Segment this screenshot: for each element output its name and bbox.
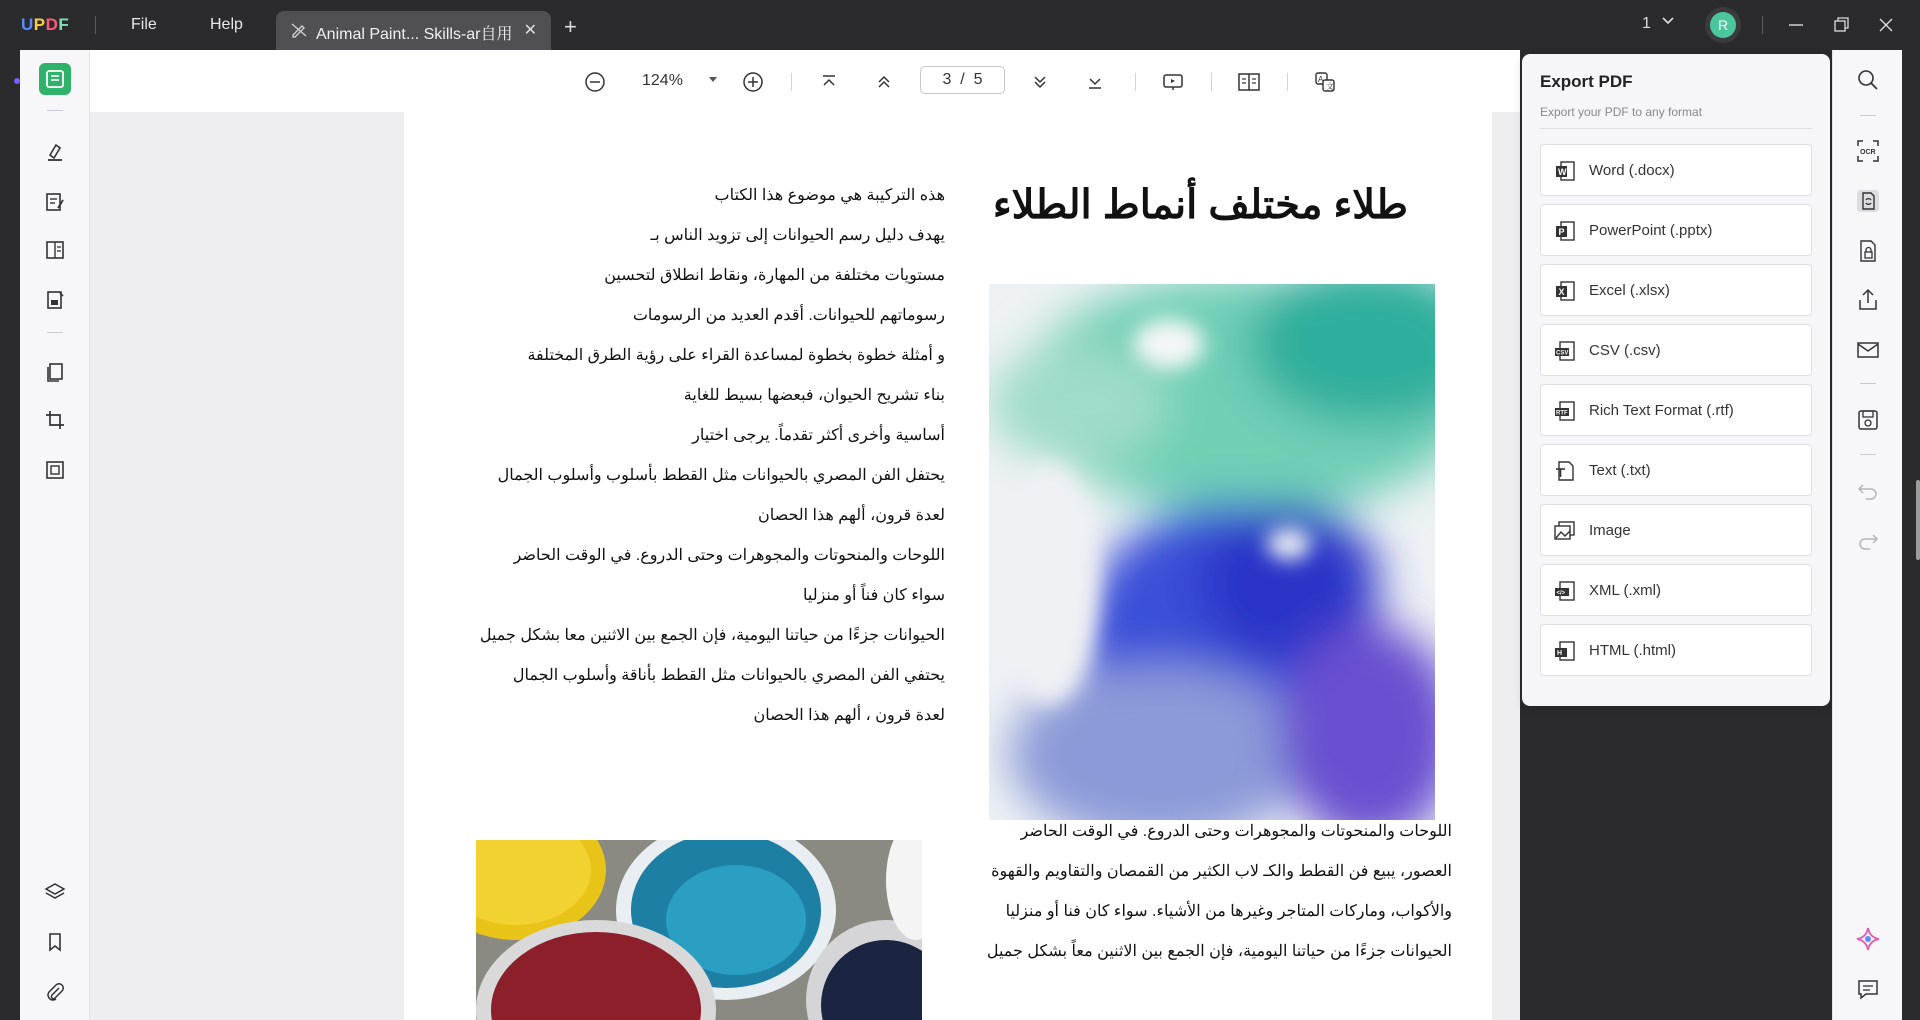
new-tab-button[interactable]: + — [564, 14, 577, 39]
export-word-button[interactable] — [1540, 144, 1812, 196]
highlighter-icon — [44, 141, 66, 163]
divider — [1287, 73, 1288, 91]
layers-icon — [44, 881, 66, 903]
export-label: Text (.txt) — [1589, 462, 1651, 479]
divider — [791, 73, 792, 91]
divider — [1860, 115, 1876, 116]
redo-icon[interactable] — [1855, 528, 1881, 554]
text-line: مستويات مختلفة من المهارة، ونقاط انطلاق لتحسين — [604, 267, 945, 284]
svg-text:W: W — [1558, 167, 1567, 177]
xml-icon — [1553, 579, 1577, 603]
view-toolbar — [90, 50, 1520, 112]
menu-file[interactable]: File — [131, 16, 157, 33]
page-layout-icon[interactable] — [1237, 70, 1261, 94]
text-line: يحتفي الفن المصري بالحيوانات مثل القطط بأناقة وأسلوب الجمال — [512, 667, 945, 684]
word-icon — [1553, 159, 1577, 183]
text-line: و أمثلة خطوة بخطوة لمساعدة القراء على رؤية الطرق المختلفة — [527, 347, 945, 364]
text-line: أساسية وأخرى أكثر تقدماً. يرجى اختيار — [692, 427, 945, 444]
tool-sidebar — [20, 50, 90, 1020]
svg-text:A: A — [1318, 75, 1324, 84]
updf-logo: UPDF — [21, 15, 70, 34]
last-page-icon[interactable] — [1083, 70, 1107, 94]
watercolor-image — [989, 284, 1435, 820]
chevron-down-icon[interactable] — [1660, 12, 1676, 28]
text-line: العصور، يبيع فن القطط والكـ لاب الكثير من القمصان والتقاويم والقهوة — [991, 863, 1452, 880]
mail-icon[interactable] — [1855, 337, 1881, 363]
text-line: الحيوانات جزءًا من حياتنا اليومية، فإن الجمع بين الاثنين معاً بشكل جميل — [986, 943, 1452, 960]
export-excel-button[interactable] — [1540, 264, 1812, 316]
divider — [47, 110, 63, 111]
excel-icon — [1553, 279, 1577, 303]
divider — [1135, 73, 1136, 91]
bookmarks-button[interactable] — [39, 926, 71, 958]
svg-text:H: H — [1557, 650, 1563, 657]
panel-title: Export PDF — [1540, 72, 1633, 91]
document-tab[interactable] — [276, 11, 551, 50]
bookmark-icon — [44, 931, 66, 953]
protect-icon[interactable] — [1855, 238, 1881, 264]
html-icon — [1553, 639, 1577, 663]
zoom-in-icon[interactable] — [741, 70, 765, 94]
menu-help[interactable]: Help — [210, 16, 243, 33]
svg-text:文: 文 — [1326, 82, 1334, 91]
export-image-button[interactable] — [1540, 504, 1812, 556]
text-line: هذه التركيبة هي موضوع هذا الكتاب — [714, 187, 945, 204]
text-line: والأكواب، وماركات المتاجر وغيرها من الأشياء. سواء كان فنا أو منزليا — [1005, 903, 1452, 920]
export-text-button[interactable] — [1540, 444, 1812, 496]
pdf-page — [404, 112, 1492, 1020]
organize-pages-button[interactable] — [39, 234, 71, 266]
text-line: يحتفل الفن المصري بالحيوانات مثل القطط بأسلوب وأسلوب الجمال — [497, 467, 945, 484]
close-window-icon[interactable] — [1876, 15, 1896, 35]
svg-text:P: P — [1558, 227, 1565, 237]
divider — [95, 16, 96, 34]
svg-text:</>: </> — [1556, 590, 1566, 597]
export-html-button[interactable] — [1540, 624, 1812, 676]
undo-icon[interactable] — [1855, 478, 1881, 504]
presentation-icon[interactable] — [1161, 70, 1185, 94]
document-title: طلاء مختلف أنماط الطلاء — [992, 183, 1408, 227]
paint-buckets-image — [476, 840, 922, 1020]
compare-button[interactable] — [39, 454, 71, 486]
main-area — [90, 50, 1520, 1020]
minimize-icon[interactable] — [1786, 15, 1806, 35]
text-line: الحيوانات جزءًا من حياتنا اليومية، فإن الجمع بين الاثنين معا بشكل جميل — [479, 627, 945, 644]
panel-subtitle: Export your PDF to any format — [1540, 105, 1703, 119]
divider — [47, 332, 63, 333]
attachments-button[interactable] — [39, 976, 71, 1008]
export-rtf-button[interactable] — [1540, 384, 1812, 436]
comment-icon[interactable] — [1855, 976, 1881, 1002]
zoom-out-icon[interactable] — [583, 70, 607, 94]
divider — [1762, 16, 1763, 34]
divider — [1540, 128, 1812, 129]
share-icon[interactable] — [1855, 287, 1881, 313]
csv-icon — [1553, 339, 1577, 363]
reader-icon — [44, 68, 66, 90]
export-powerpoint-button[interactable] — [1540, 204, 1812, 256]
export-label: Image — [1589, 522, 1631, 539]
export-label: HTML (.html) — [1589, 642, 1676, 659]
export-label: Rich Text Format (.rtf) — [1589, 402, 1734, 419]
paragraph-1 — [445, 176, 945, 736]
divider — [1211, 73, 1212, 91]
search-icon[interactable] — [1855, 67, 1881, 93]
export-xml-button[interactable] — [1540, 564, 1812, 616]
text-line: لعدة قرون، ألهم هذا الحصان — [757, 507, 945, 524]
svg-text:CSV: CSV — [1556, 350, 1569, 357]
crop-pages-button[interactable] — [39, 404, 71, 436]
divider — [1860, 454, 1876, 455]
title-bar — [0, 0, 1920, 50]
text-line: اللوحات والمنحوتات والمجوهرات وحتى الدروع. في الوقت الحاضر — [1020, 823, 1452, 840]
export-label: XML (.xml) — [1589, 582, 1661, 599]
powerpoint-icon — [1553, 219, 1577, 243]
export-pdf-panel — [1522, 54, 1830, 706]
comment-tool-button[interactable] — [39, 136, 71, 168]
total-pages: 5 — [973, 71, 983, 88]
form-icon — [44, 289, 66, 311]
caret-down-icon[interactable] — [708, 74, 718, 84]
image-icon — [1553, 519, 1577, 543]
edit-text-icon — [44, 191, 66, 213]
ocr-tool-button[interactable] — [39, 356, 71, 388]
svg-text:X: X — [1558, 287, 1565, 297]
ai-assistant-icon[interactable] — [1855, 926, 1881, 952]
avatar[interactable]: R — [1710, 12, 1736, 38]
export-csv-button[interactable] — [1540, 324, 1812, 376]
next-page-icon[interactable] — [1028, 70, 1052, 94]
export-label: Word (.docx) — [1589, 162, 1675, 179]
text-icon — [1553, 459, 1577, 483]
rtf-icon — [1553, 399, 1577, 423]
pages-icon — [44, 239, 66, 261]
compare-icon — [44, 459, 66, 481]
paperclip-icon — [44, 981, 66, 1003]
restore-icon[interactable] — [1832, 15, 1852, 35]
svg-text:RTF: RTF — [1556, 410, 1568, 417]
convert-icon[interactable] — [1855, 188, 1881, 214]
document-stack-icon — [44, 361, 66, 383]
text-line: بناء تشريح الحيوان، فبعضها بسيط للغاية — [683, 387, 945, 404]
first-page-icon[interactable] — [817, 70, 841, 94]
edit-pdf-button[interactable] — [39, 186, 71, 218]
tab-close-icon[interactable]: ✕ — [523, 22, 537, 39]
text-line: سواء كان فناً أو منزليا — [803, 587, 945, 604]
left-rail — [0, 50, 20, 1020]
tab-title: Animal Paint... Skills-ar自用 — [316, 26, 513, 43]
previous-page-icon[interactable] — [872, 70, 896, 94]
page-number-input[interactable] — [920, 66, 1005, 94]
save-icon[interactable] — [1855, 407, 1881, 433]
text-line: رسوماتهم للحيوانات. أقدم العديد من الرسومات — [632, 307, 945, 324]
edit-off-icon — [290, 21, 308, 39]
window-count[interactable]: 1 — [1642, 15, 1651, 32]
fill-sign-button[interactable] — [39, 284, 71, 316]
crop-icon — [44, 409, 66, 431]
right-tool-rail — [1832, 50, 1902, 1020]
ocr-icon[interactable] — [1855, 138, 1881, 164]
window-edge — [1902, 50, 1920, 1020]
export-label: CSV (.csv) — [1589, 342, 1661, 359]
zoom-level[interactable]: 124% — [642, 72, 683, 89]
reader-mode-button[interactable] — [39, 63, 71, 95]
translate-icon[interactable] — [1313, 70, 1337, 94]
svg-text:OCR: OCR — [1860, 149, 1876, 156]
text-line: لعدة قرون ، ألهم هذا الحصان — [753, 707, 945, 724]
scrollbar-thumb[interactable] — [1916, 480, 1920, 560]
text-line: اللوحات والمنحوتات والمجوهرات وحتى الدروع. في الوقت الحاضر — [513, 547, 945, 564]
export-label: PowerPoint (.pptx) — [1589, 222, 1713, 239]
layers-button[interactable] — [39, 876, 71, 908]
export-label: Excel (.xlsx) — [1589, 282, 1670, 299]
text-line: يهدف دليل رسم الحيوانات إلى تزويد الناس بـ — [650, 227, 945, 244]
divider — [1860, 383, 1876, 384]
page-separator: / — [960, 71, 965, 88]
paragraph-2 — [932, 812, 1452, 972]
current-page: 3 — [942, 71, 952, 88]
